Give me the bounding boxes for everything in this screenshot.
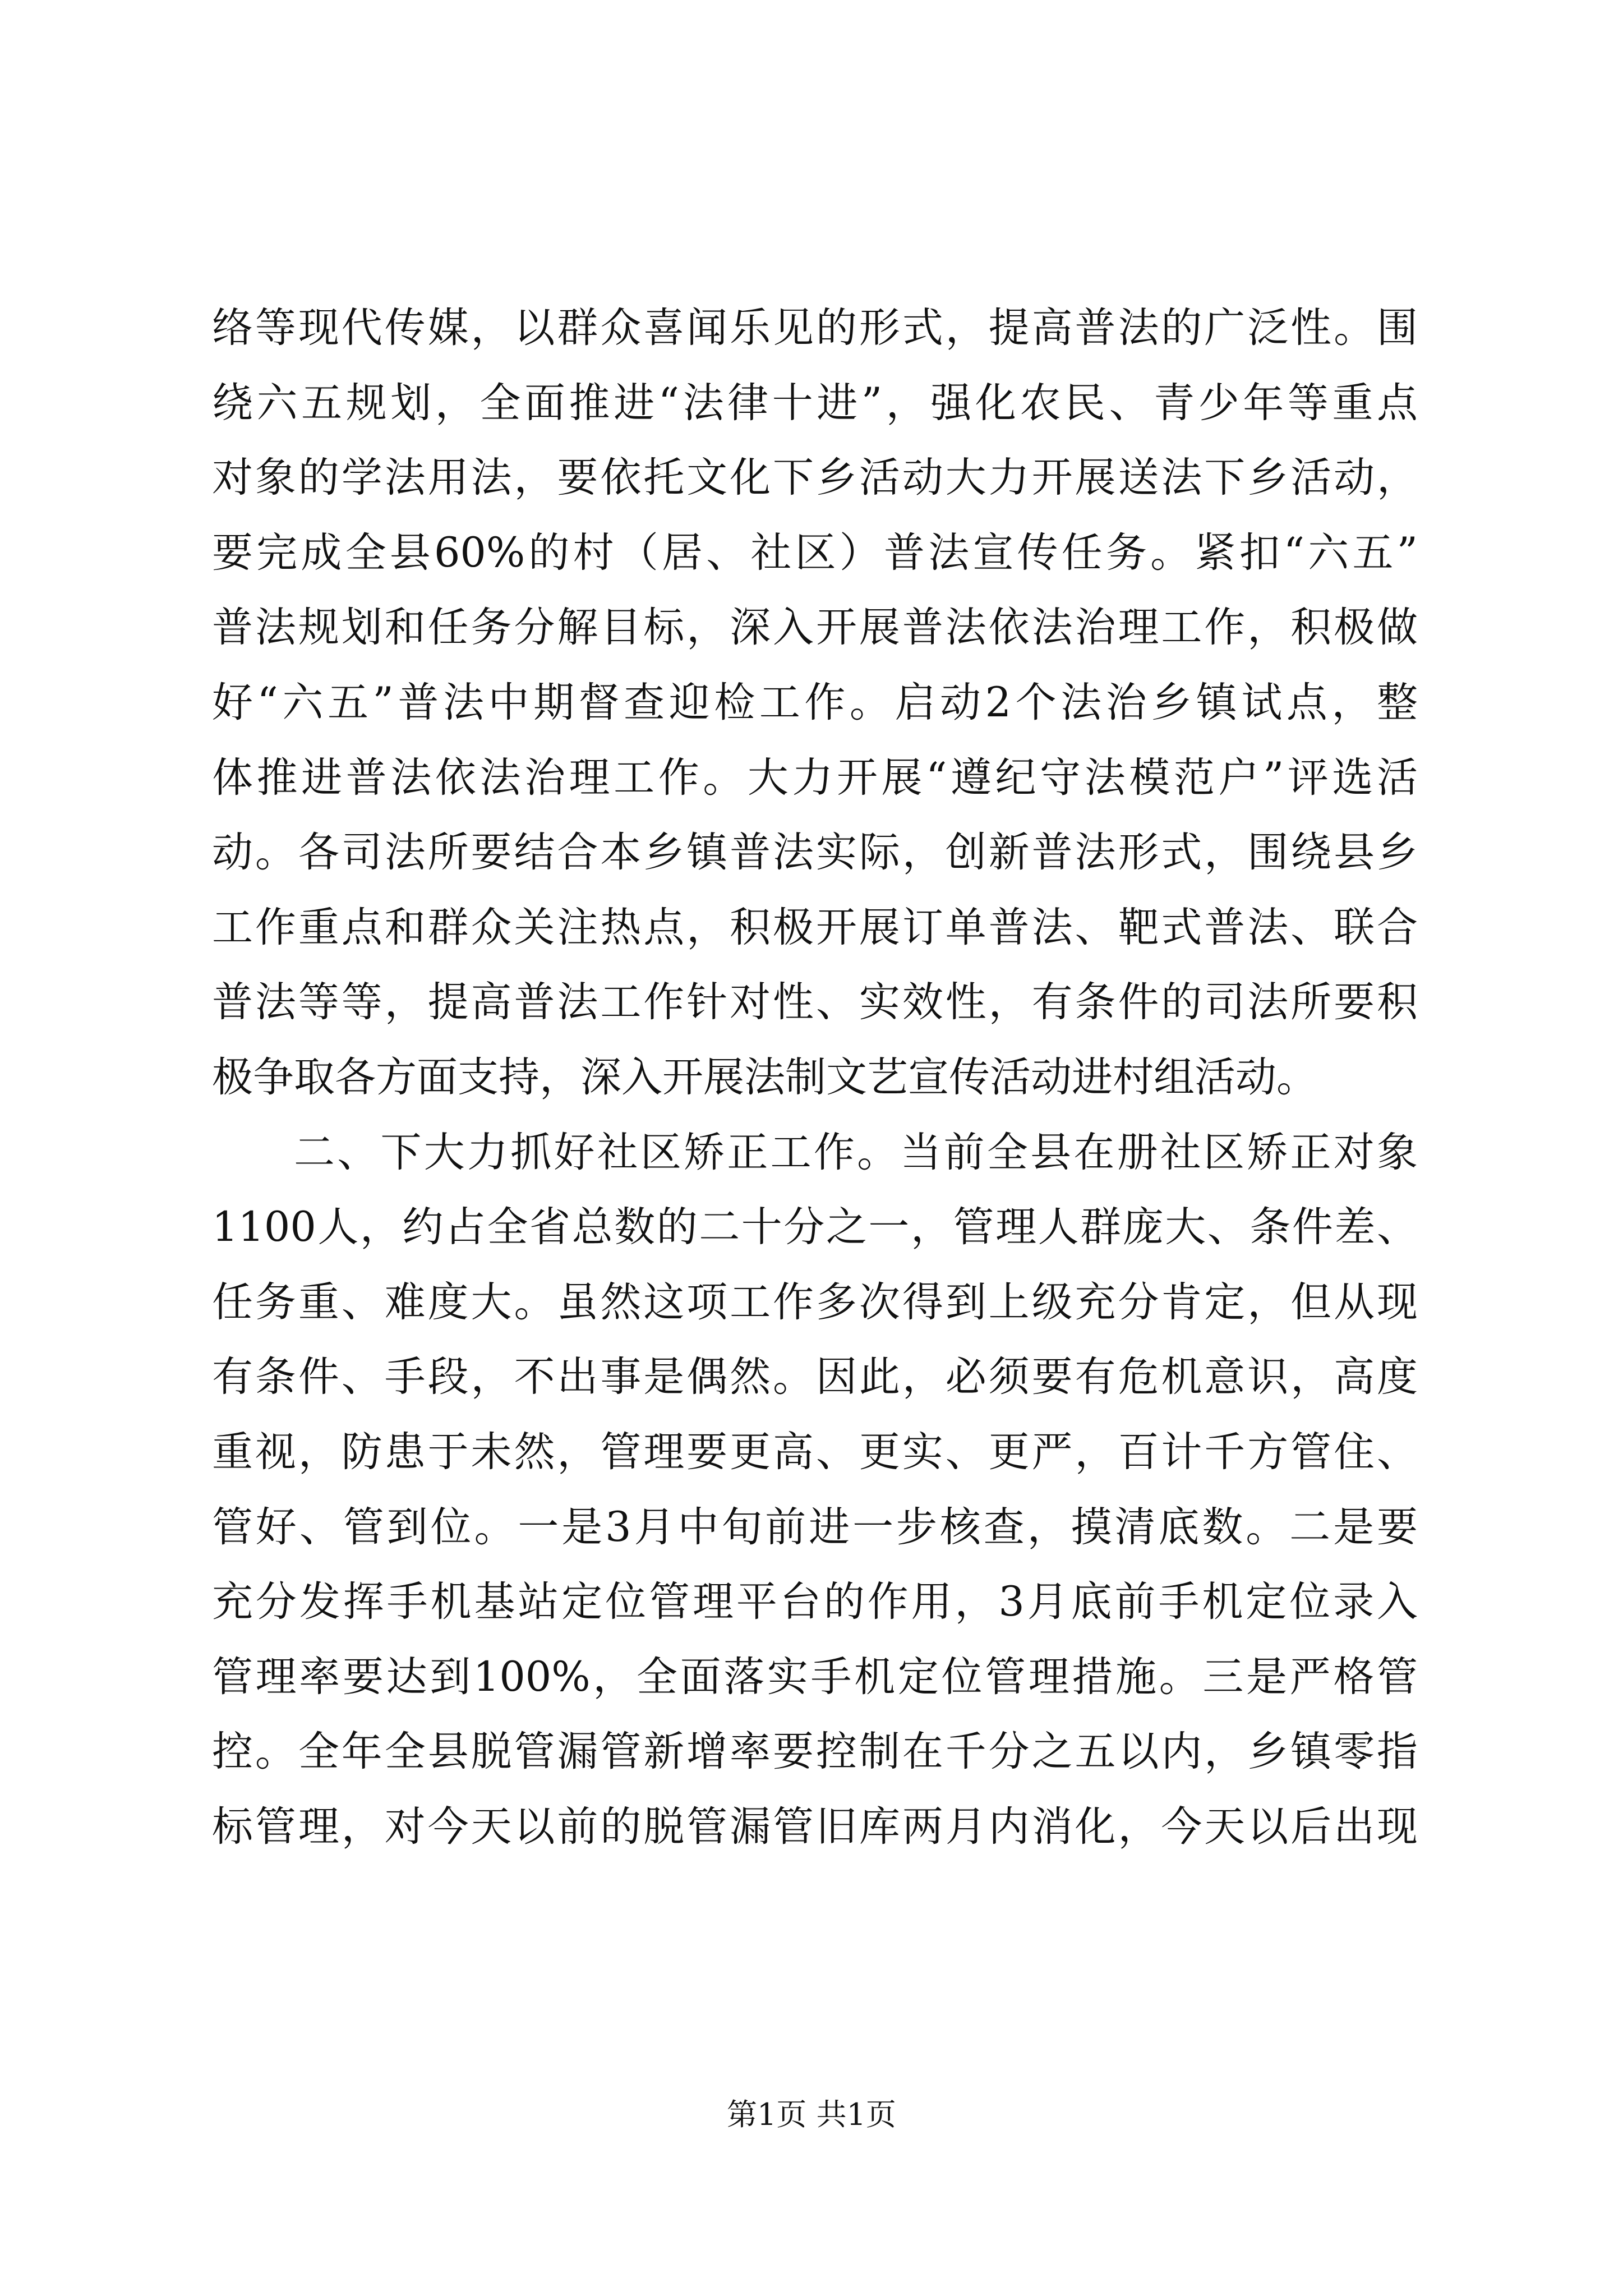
paragraph-1	[212, 291, 1418, 1115]
text-line: 好“六五”普法中期督查迎检工作。启动2个法治乡镇试点，整	[212, 678, 1418, 726]
text-line: 有条件、手段，不出事是偶然。因此，必须要有危机意识，高度	[212, 1353, 1418, 1401]
text-line: 普法规划和任务分解目标，深入开展普法依法治理工作，积极做	[212, 604, 1418, 652]
text-line: 重视，防患于未然，管理要更高、更实、更严，百计千方管住、	[212, 1428, 1418, 1476]
text-line: 普法等等，提高普法工作针对性、实效性，有条件的司法所要积	[212, 978, 1418, 1027]
text-line: 控。全年全县脱管漏管新增率要控制在千分之五以内，乡镇零指	[212, 1728, 1418, 1776]
text-line: 二、下大力抓好社区矫正工作。当前全县在册社区矫正对象	[294, 1128, 1418, 1176]
text-line: 体推进普法依法治理工作。大力开展“遵纪守法模范户”评选活	[212, 753, 1418, 802]
text-line: 充分发挥手机基站定位管理平台的作用，3月底前手机定位录入	[212, 1578, 1418, 1626]
text-line: 络等现代传媒，以群众喜闻乐见的形式，提高普法的广泛性。围	[212, 304, 1418, 352]
body-text	[212, 291, 1418, 1864]
text-line: 要完成全县60%的村（居、社区）普法宣传任务。紧扣“六五”	[212, 528, 1418, 577]
text-line: 工作重点和群众关注热点，积极开展订单普法、靶式普法、联合	[212, 903, 1418, 951]
text-line: 任务重、难度大。虽然这项工作多次得到上级充分肯定，但从现	[212, 1278, 1418, 1326]
text-line: 1100人，约占全省总数的二十分之一，管理人群庞大、条件差、	[212, 1203, 1418, 1251]
text-line: 管理率要达到100%，全面落实手机定位管理措施。三是严格管	[212, 1653, 1418, 1701]
text-line: 极争取各方面支持，深入开展法制文艺宣传活动进村组活动。	[212, 1053, 1317, 1101]
text-line: 绕六五规划，全面推进“法律十进”，强化农民、青少年等重点	[212, 379, 1418, 427]
paragraph-2	[212, 1115, 1418, 1865]
page-footer: 第1页 共1页	[727, 2097, 896, 2132]
text-line: 标管理，对今天以前的脱管漏管旧库两月内消化，今天以后出现	[212, 1802, 1418, 1851]
text-line: 动。各司法所要结合本乡镇普法实际，创新普法形式，围绕县乡	[212, 829, 1418, 877]
text-line: 管好、管到位。一是3月中旬前进一步核查，摸清底数。二是要	[212, 1503, 1418, 1551]
text-line: 对象的学法用法，要依托文化下乡活动大力开展送法下乡活动，	[212, 454, 1418, 502]
